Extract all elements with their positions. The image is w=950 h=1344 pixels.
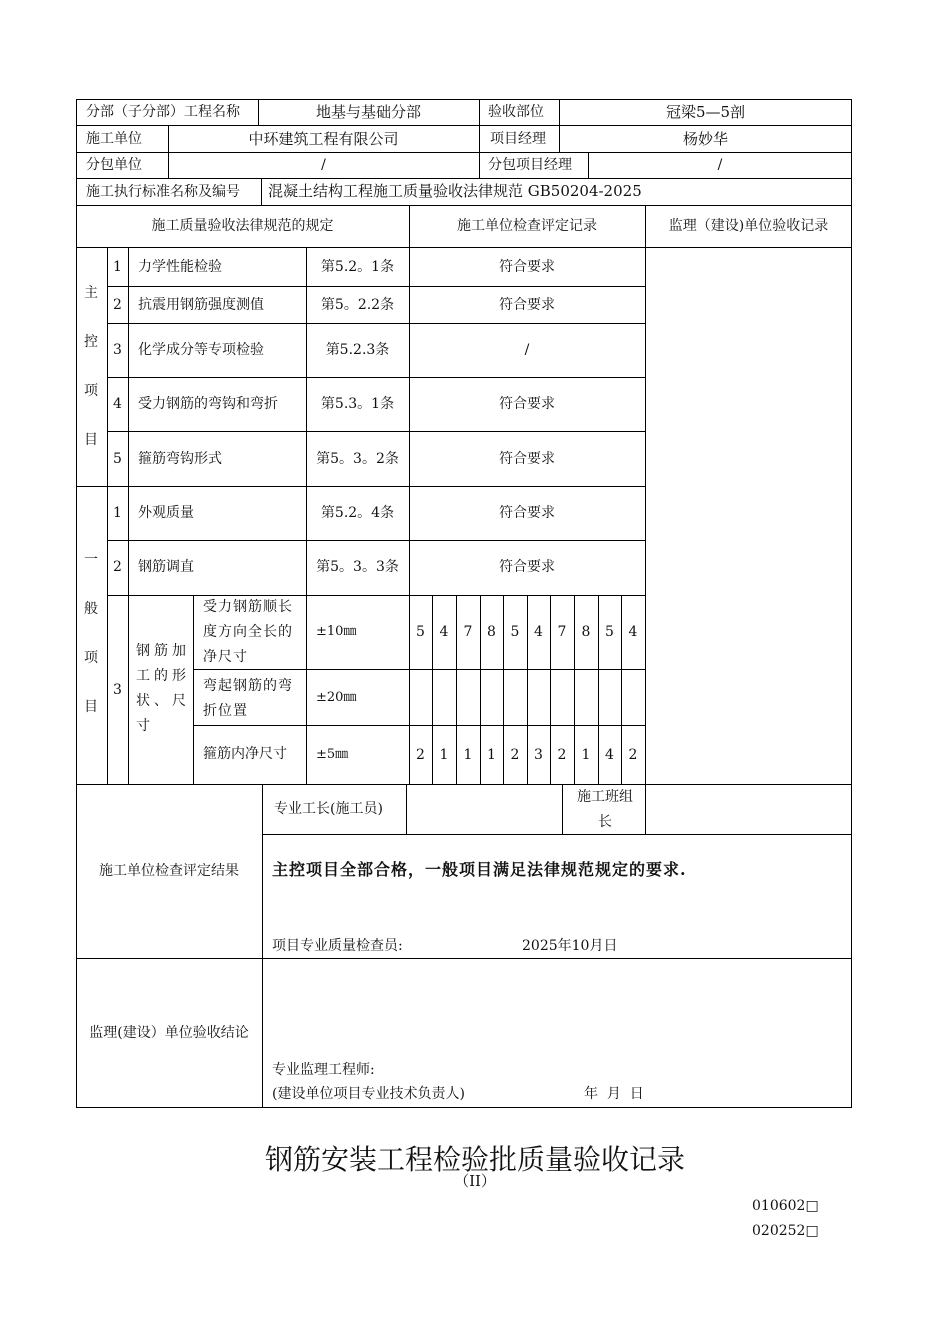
general-group-char: 项 (84, 650, 98, 666)
part-label: 验收部位 (488, 104, 544, 120)
row-clause: 第5。3。3条 (316, 559, 399, 575)
measured-value: 4 (534, 624, 543, 640)
row-clause: 第5.2.3条 (325, 342, 390, 358)
measured-value: 1 (439, 747, 449, 763)
row-result: 符合要求 (499, 559, 555, 575)
row-clause: 第5。3。2条 (316, 451, 399, 467)
conclusion-text: 主控项目全部合格，一般项目满足法律规范规定的要求. (272, 860, 687, 879)
measured-value: 4 (439, 624, 449, 640)
measured-value: 1 (581, 747, 591, 763)
sub-value: / (321, 157, 326, 173)
col-spec: 施工质量验收法律规范的规定 (151, 218, 334, 234)
row-no: 4 (113, 396, 122, 412)
contractor-result-label: 施工单位检查评定结果 (99, 863, 239, 879)
measured-value: 2 (557, 747, 567, 763)
dept-value: 地基与基础分部 (315, 103, 421, 121)
row-no: 3 (113, 682, 122, 698)
pm-value: 杨妙华 (682, 130, 728, 148)
measured-value: 2 (628, 747, 638, 763)
general-group-char: 一 (84, 552, 98, 568)
inspector-label: 项目专业质量检查员: (272, 938, 403, 954)
row-no: 1 (113, 505, 122, 521)
row-result: 符合要求 (499, 505, 555, 521)
main-group-char: 项 (84, 383, 98, 399)
row-result: 符合要求 (499, 451, 555, 467)
sub-item-tol: ±5㎜ (316, 747, 349, 762)
row-result: / (524, 342, 530, 358)
sub-label: 分包单位 (86, 157, 142, 173)
contractor-label: 施工单位 (86, 131, 142, 147)
row-clause: 第5。2.2条 (320, 297, 395, 313)
sub-pm-value: / (717, 157, 723, 173)
main-group-char: 主 (84, 285, 98, 301)
row-no: 2 (113, 297, 122, 313)
sub-pm-label: 分包项目经理 (488, 157, 572, 173)
measured-value: 2 (416, 747, 425, 763)
row-item: 受力钢筋的弯钩和弯折 (138, 396, 278, 412)
col-contractor-record: 施工单位检查评定记录 (457, 218, 597, 234)
main-group-char: 控 (84, 334, 98, 350)
row-result: 符合要求 (499, 297, 555, 313)
page-subtitle: （II） (454, 1172, 496, 1190)
measured-value: 7 (557, 624, 567, 640)
measured-value: 3 (534, 747, 543, 763)
supervisor-engineer-label: 专业监理工程师: (272, 1062, 375, 1078)
measured-value: 1 (463, 747, 473, 763)
general-group-char: 般 (84, 601, 98, 617)
row-no: 1 (113, 259, 122, 275)
measured-value: 2 (510, 747, 520, 763)
team-leader-label: 施工班组长 (577, 789, 633, 830)
contractor-value: 中环建筑工程有限公司 (248, 130, 399, 148)
form-code: 020252□ (752, 1223, 819, 1239)
measured-value: 5 (605, 624, 614, 640)
row-result: 符合要求 (499, 259, 555, 275)
row-item: 抗震用钢筋强度测值 (138, 297, 264, 313)
dept-label: 分部（子分部）工程名称 (86, 104, 240, 120)
row-item: 化学成分等专项检验 (138, 342, 264, 358)
foreman-label: 专业工长(施工员) (274, 801, 383, 817)
page-title: 钢筋安装工程检验批质量验收记录 (264, 1143, 685, 1176)
sub-item-tol: ±10㎜ (316, 624, 357, 639)
row-item: 力学性能检验 (138, 259, 222, 275)
row-no: 3 (113, 342, 122, 358)
measured-value: 4 (605, 747, 614, 763)
std-label: 施工执行标准名称及编号 (86, 184, 240, 200)
row-item: 钢筋调直 (138, 559, 194, 575)
general-group-char: 目 (84, 699, 98, 715)
col-supervisor-record: 监理（建设)单位验收记录 (668, 218, 829, 234)
measured-value: 8 (581, 624, 591, 640)
row-item: 箍筋弯钩形式 (138, 451, 222, 467)
sub-item-tol: ±20㎜ (316, 690, 357, 705)
measured-value: 7 (463, 624, 473, 640)
row-clause: 第5.2。4条 (320, 505, 395, 521)
sign-date: 年 月 日 (584, 1086, 644, 1102)
supervisor-result-label: 监理(建设）单位验收结论 (89, 1025, 249, 1041)
row-no: 5 (113, 451, 122, 467)
pm-label: 项目经理 (490, 131, 546, 147)
sub-item-name: 受力钢筋顺长度方向全长的净尺寸 (203, 599, 293, 665)
measured-value: 5 (416, 624, 425, 640)
measured-value: 4 (628, 624, 638, 640)
part-value: 冠梁5—5剖 (665, 103, 746, 121)
main-group-char: 目 (84, 432, 98, 448)
inspection-date: 2025年10月日 (522, 938, 618, 954)
row-no: 2 (113, 559, 122, 575)
measured-value: 8 (487, 624, 496, 640)
measured-value: 5 (510, 624, 520, 640)
std-value: 混凝土结构工程施工质量验收法律规范 GB50204-2025 (268, 182, 642, 200)
owner-tech-label: (建设单位项目专业技术负责人) (272, 1086, 465, 1102)
row-item: 钢筋加工的形状、尺寸 (136, 643, 190, 734)
form-code: 010602□ (752, 1198, 819, 1214)
sub-item-name: 箍筋内净尺寸 (203, 746, 287, 762)
row-result: 符合要求 (499, 396, 555, 412)
row-item: 外观质量 (138, 505, 194, 521)
measured-value: 1 (487, 747, 496, 763)
row-clause: 第5.2。1条 (320, 259, 395, 275)
sub-item-name: 弯起钢筋的弯折位置 (203, 678, 293, 719)
row-clause: 第5.3。1条 (320, 396, 395, 412)
